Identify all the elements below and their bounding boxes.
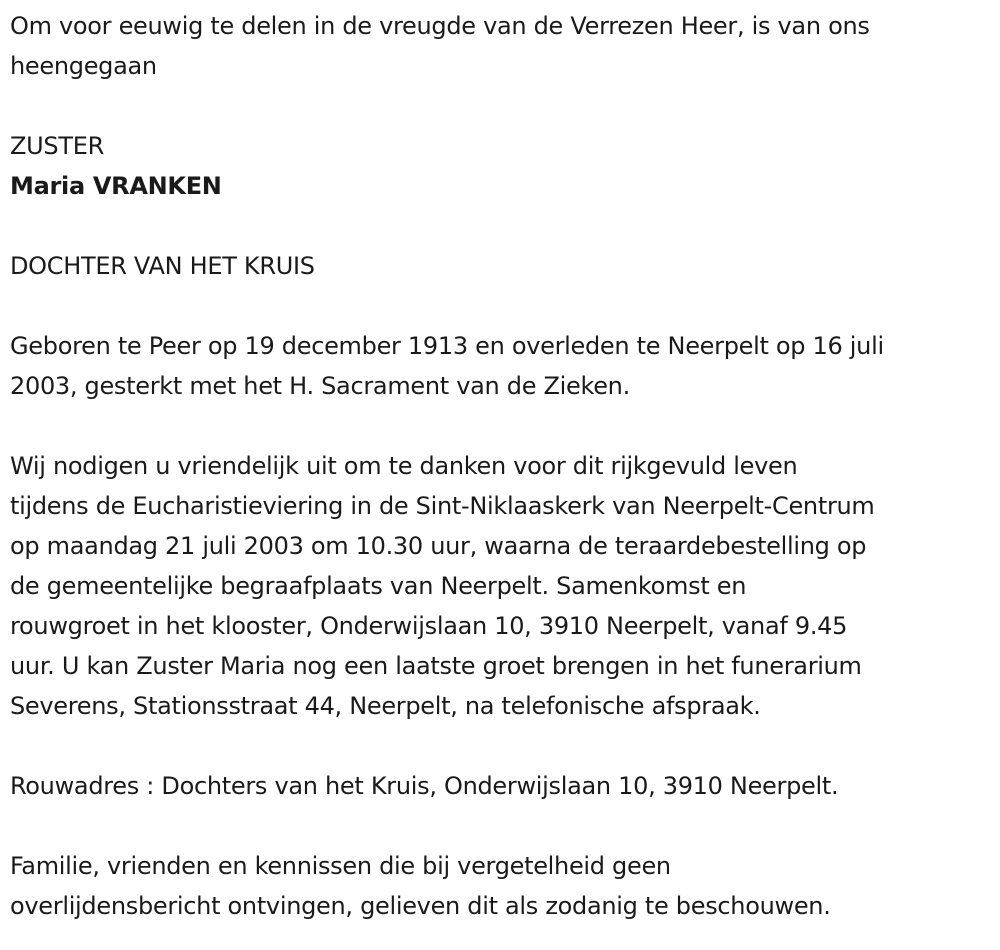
invitation-line: rouwgroet in het klooster, Onderwijslaan 10, 3910 Neerpelt, vanaf 9.45 [10, 612, 848, 640]
intro-line: heengegaan [10, 52, 157, 80]
deceased-name: Maria VRANKEN [10, 172, 222, 200]
invitation-line: de gemeentelijke begraafplaats van Neerpelt. Samenkomst en [10, 572, 747, 600]
mourning-address: Rouwadres : Dochters van het Kruis, Onderwijslaan 10, 3910 Neerpelt. [10, 772, 839, 800]
closing-paragraph [10, 846, 995, 926]
closing-line: Familie, vrienden en kennissen die bij vergetelheid geen [10, 852, 671, 880]
invitation-paragraph [10, 446, 995, 726]
invitation-line: tijdens de Eucharistieviering in de Sint-Niklaaskerk van Neerpelt-Centrum [10, 492, 875, 520]
invitation-line: Severens, Stationsstraat 44, Neerpelt, na telefonische afspraak. [10, 692, 761, 720]
intro-line: Om voor eeuwig te delen in de vreugde van de Verrezen Heer, is van ons [10, 12, 870, 40]
invitation-line: Wij nodigen u vriendelijk uit om te danken voor dit rijkgevuld leven [10, 452, 798, 480]
birth-paragraph [10, 326, 995, 406]
invitation-line: op maandag 21 juli 2003 om 10.30 uur, waarna de teraardebestelling op [10, 532, 867, 560]
closing-line: overlijdensbericht ontvingen, gelieven dit als zodanig te beschouwen. [10, 892, 831, 920]
obituary-notice [10, 6, 995, 926]
title-text: ZUSTER [10, 132, 104, 160]
congregation-text: DOCHTER VAN HET KRUIS [10, 252, 315, 280]
invitation-line: uur. U kan Zuster Maria nog een laatste groet brengen in het funerarium [10, 652, 862, 680]
intro-paragraph [10, 6, 995, 86]
birth-line: 2003, gesterkt met het H. Sacrament van de Zieken. [10, 372, 630, 400]
birth-line: Geboren te Peer op 19 december 1913 en overleden te Neerpelt op 16 juli [10, 332, 884, 360]
